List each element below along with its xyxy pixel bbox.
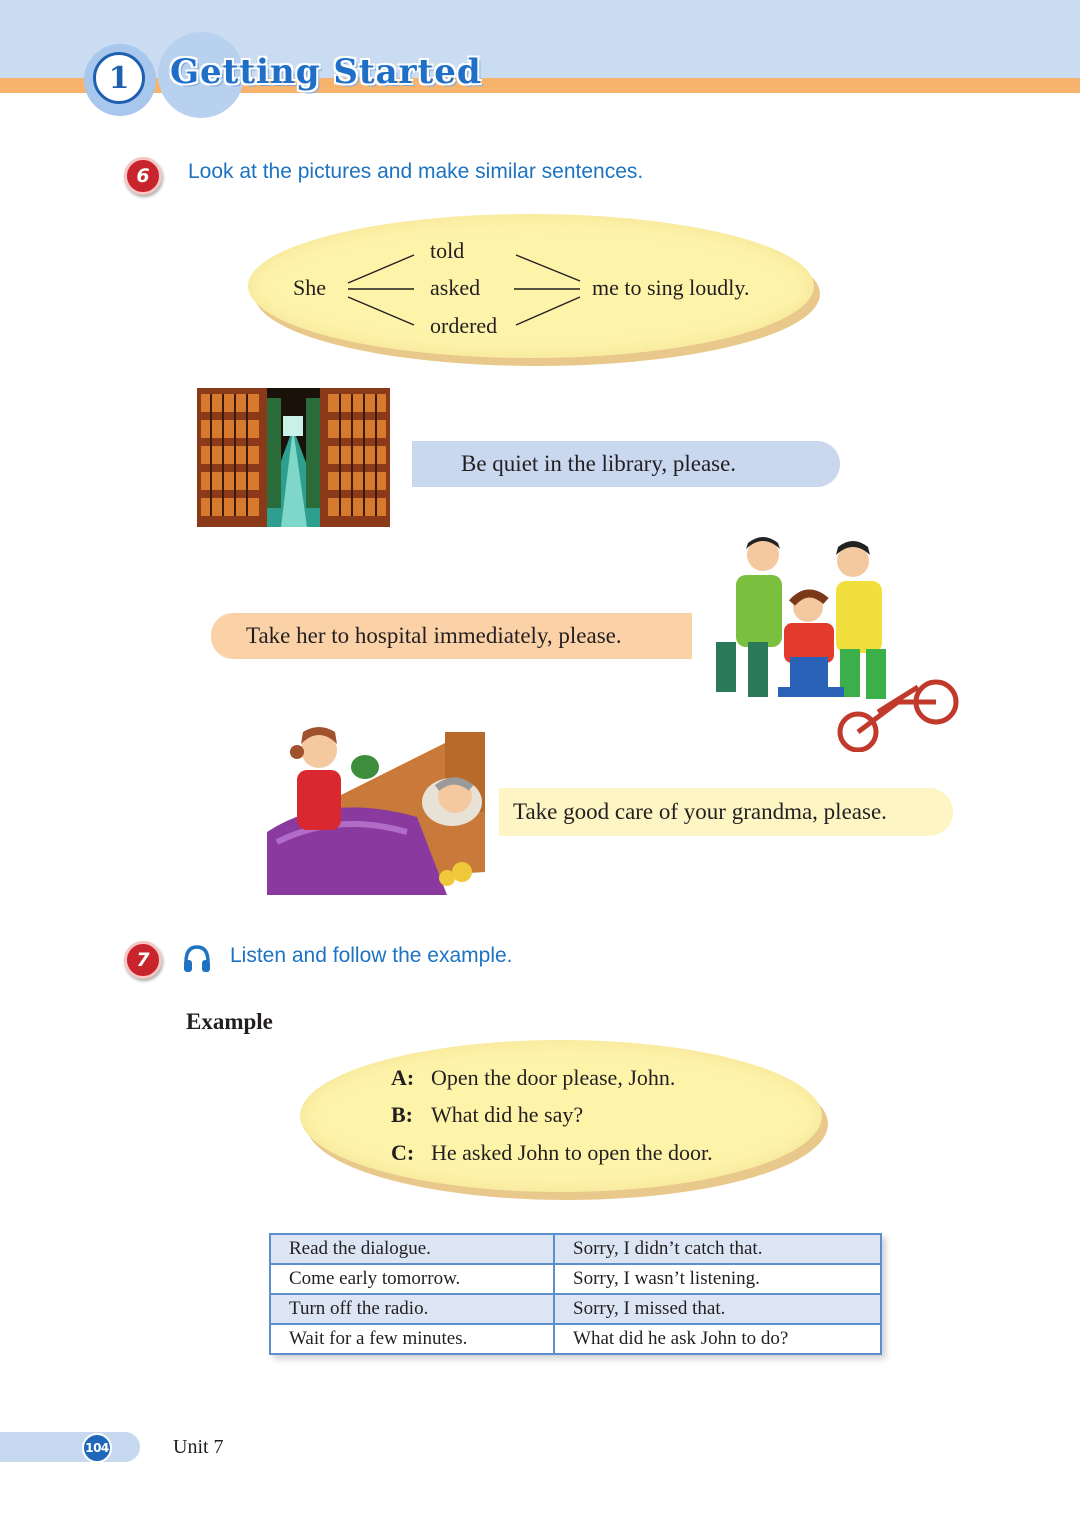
section-number: 1 xyxy=(93,52,145,104)
library-picture xyxy=(197,388,390,527)
table-cell: Turn off the radio. xyxy=(270,1294,554,1324)
table-cell: Sorry, I wasn’t listening. xyxy=(554,1264,881,1294)
hospital-sentence: Take her to hospital immediately, please. xyxy=(211,613,692,659)
speaker-a: A: xyxy=(391,1065,415,1090)
dialogue-text-b: What did he say? xyxy=(431,1102,584,1127)
exercise-6-number: 6 xyxy=(124,157,162,195)
example-label: Example xyxy=(186,1009,273,1034)
speaker-c: C: xyxy=(391,1140,415,1165)
table-row xyxy=(270,1324,881,1354)
exercise-7-number: 7 xyxy=(124,941,162,979)
dialogue-line-c xyxy=(391,1140,713,1166)
table-cell: Come early tomorrow. xyxy=(270,1264,554,1294)
page-number: 104 xyxy=(82,1433,112,1463)
table-row xyxy=(270,1264,881,1294)
model-rest: me to sing loudly. xyxy=(592,275,750,300)
dialogue-text-c: He asked John to open the door. xyxy=(431,1140,713,1165)
model-verb-told: told xyxy=(430,238,465,263)
model-verb-ordered: ordered xyxy=(430,313,498,338)
dialogue-line-a xyxy=(391,1065,675,1091)
footer-band xyxy=(0,1432,140,1462)
accident-picture xyxy=(708,537,963,752)
headphones-icon xyxy=(182,944,212,974)
table-cell: Sorry, I didn’t catch that. xyxy=(554,1234,881,1264)
dialogue-text-a: Open the door please, John. xyxy=(431,1065,676,1090)
model-subject: She xyxy=(293,275,326,300)
exercise-7-instruction: Listen and follow the example. xyxy=(230,944,513,967)
table-row xyxy=(270,1234,881,1264)
table-row xyxy=(270,1294,881,1324)
unit-label: Unit 7 xyxy=(173,1436,224,1458)
table-cell: What did he ask John to do? xyxy=(554,1324,881,1354)
model-verb-asked: asked xyxy=(430,275,481,300)
exercise-6-instruction: Look at the pictures and make similar sentences. xyxy=(188,160,644,183)
table-cell: Sorry, I missed that. xyxy=(554,1294,881,1324)
practice-table xyxy=(269,1233,882,1355)
grandma-sentence: Take good care of your grandma, please. xyxy=(499,788,953,836)
library-sentence: Be quiet in the library, please. xyxy=(412,441,840,487)
model-branch-lines xyxy=(340,245,590,335)
table-cell: Wait for a few minutes. xyxy=(270,1324,554,1354)
section-title: Getting Started xyxy=(170,52,482,92)
grandma-picture xyxy=(267,722,485,895)
speaker-b: B: xyxy=(391,1102,413,1127)
table-cell: Read the dialogue. xyxy=(270,1234,554,1264)
dialogue-line-b xyxy=(391,1102,583,1128)
